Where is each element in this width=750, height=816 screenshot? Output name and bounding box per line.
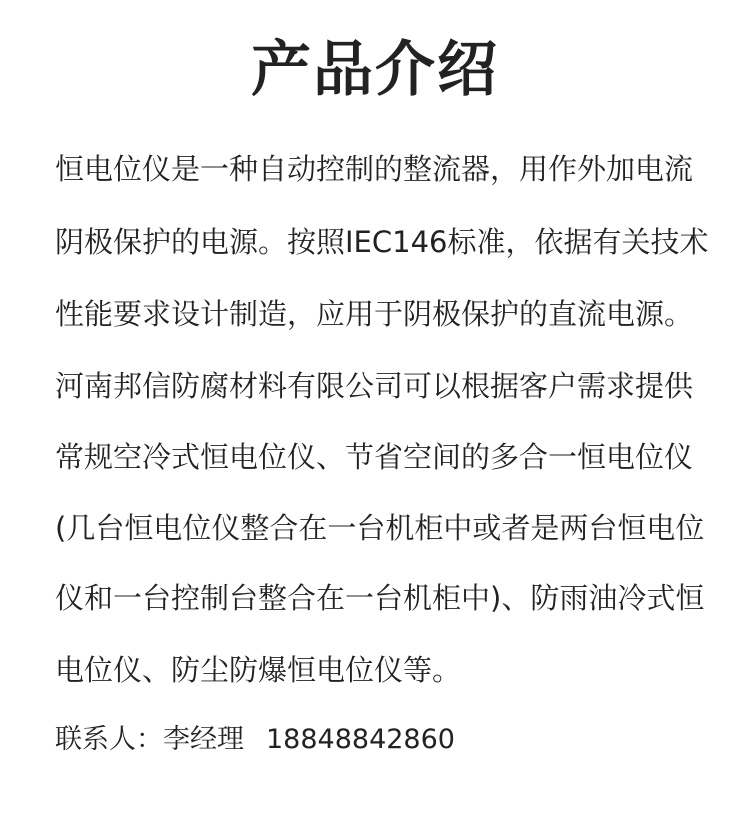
page-title: 产品介绍 bbox=[251, 35, 499, 105]
description-line: 常规空冷式恒电位仪、节省空间的多合一恒电位仪 bbox=[55, 440, 694, 474]
description-line: 仪和一台控制台整合在一台机柜中)、防雨油冷式恒 bbox=[55, 581, 705, 615]
description-line: 河南邦信防腐材料有限公司可以根据客户需求提供 bbox=[55, 369, 694, 403]
contact-phone: 18848842860 bbox=[266, 724, 455, 755]
description-line: 阴极保护的电源。按照IEC146标准，依据有关技术 bbox=[55, 225, 709, 259]
description-line: (几台恒电位仪整合在一台机柜中或者是两台恒电位 bbox=[55, 511, 705, 545]
description-line: 性能要求设计制造，应用于阴极保护的直流电源。 bbox=[55, 297, 694, 331]
contact-label: 联系人：李经理 bbox=[55, 724, 244, 755]
description-line: 电位仪、防尘防爆恒电位仪等。 bbox=[55, 653, 462, 687]
contact-info bbox=[55, 720, 455, 760]
description-line: 恒电位仪是一种自动控制的整流器，用作外加电流 bbox=[55, 152, 694, 186]
